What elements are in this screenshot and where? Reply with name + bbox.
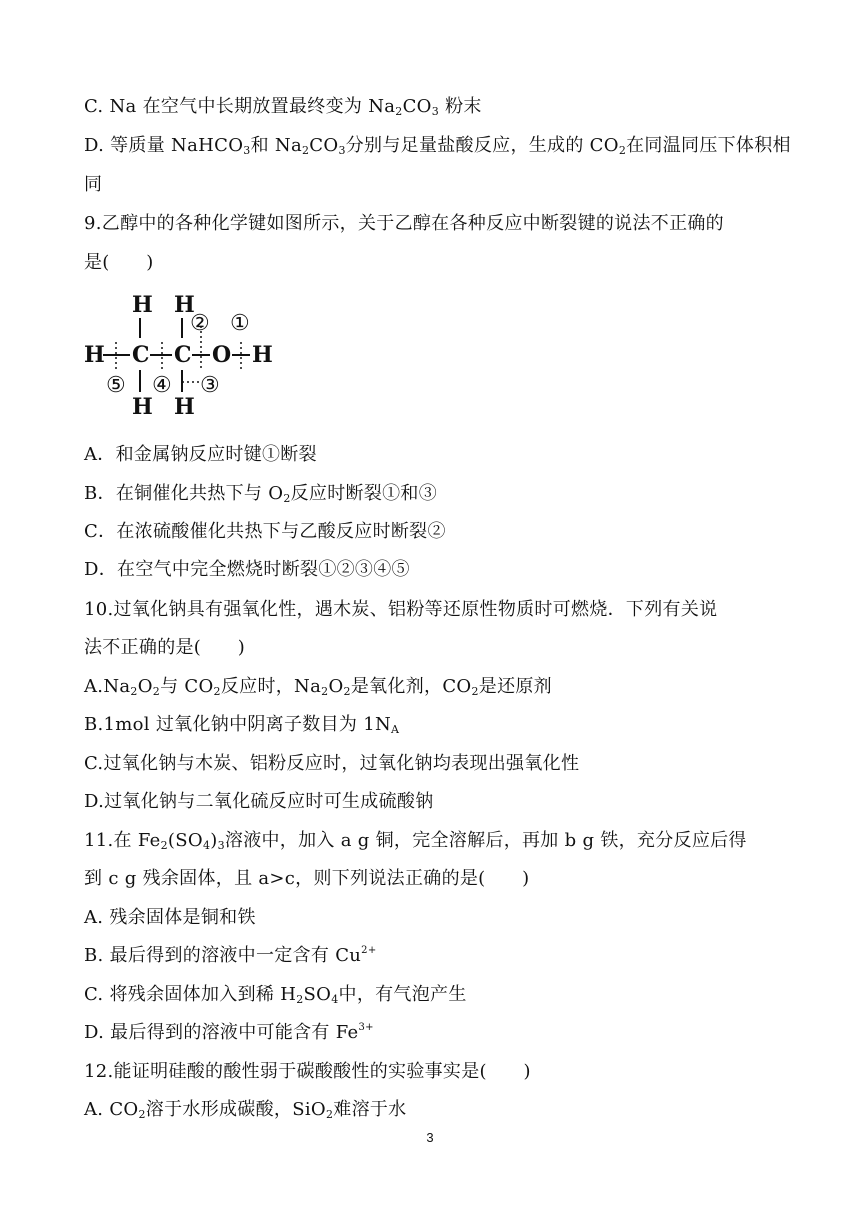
q10-option-a: $A.Na_2O_2$与 $CO_2$反应时，$Na_2O_2$是氧化剂，$CO_2$是还原剂	[84, 676, 552, 698]
atom-h-top-1: H	[132, 292, 153, 318]
bond-label-4: ④	[152, 373, 172, 398]
q9-stem-line2: 是( )	[84, 252, 154, 273]
q11-option-a: A. 残余固体是铜和铁	[84, 907, 256, 928]
bond-label-2: ②	[190, 311, 210, 336]
atom-h-top-2: H	[174, 292, 195, 318]
bond-label-1: ①	[230, 311, 250, 336]
q12-option-a: A. $CO_2$溶于水形成碳酸，SiO$_2$难溶于水	[84, 1099, 407, 1121]
q8-option-d-line2: 同	[84, 174, 103, 195]
q9-stem-line1: 9.乙醇中的各种化学键如图所示，关于乙醇在各种反应中断裂键的说法不正确的	[84, 213, 724, 234]
q12-stem: 12.能证明硅酸的酸性弱于碳酸酸性的实验事实是( )	[84, 1061, 531, 1082]
q8-option-c: C. Na 在空气中长期放置最终变为 $Na_2CO_3$ 粉末	[84, 96, 482, 118]
atom-o: O	[212, 342, 232, 368]
atom-h-bottom-2: H	[174, 394, 195, 420]
atom-c-2: C	[174, 342, 192, 368]
bond-label-5: ⑤	[106, 373, 126, 398]
page-number: 3	[426, 1130, 434, 1145]
bond-label-3: ③	[200, 373, 220, 398]
q11-option-b: B. 最后得到的溶液中一定含有 $Cu^{2+}$	[84, 945, 377, 966]
q10-option-b: B.1mol 过氧化钠中阴离子数目为 $1N_A$	[84, 714, 400, 736]
atom-h-left: H	[84, 342, 105, 368]
q11-stem-line1: 11.在 $Fe_2(SO_4)_3$溶液中，加入 a g 铜，完全溶解后，再加 b g 铁，充分反应后得	[84, 830, 747, 852]
q10-stem-line2: 法不正确的是( )	[84, 637, 246, 658]
q10-stem-line1: 10.过氧化钠具有强氧化性，遇木炭、铝粉等还原性物质时可燃烧．下列有关说	[84, 599, 718, 620]
atom-h-right: H	[252, 342, 273, 368]
q10-option-d: D.过氧化钠与二氧化硫反应时可生成硫酸钠	[84, 791, 434, 812]
q10-option-c: C.过氧化钠与木炭、铝粉反应时，过氧化钠均表现出强氧化性	[84, 753, 580, 774]
q11-stem-line2: 到 c g 残余固体，且 a>c，则下列说法正确的是( )	[84, 868, 530, 889]
q11-option-c: C. 将残余固体加入到稀 $H_2SO_4$中，有气泡产生	[84, 984, 467, 1006]
q8-option-d-line1: D. 等质量 NaHCO$_3$和 $Na_2CO_3$分别与足量盐酸反应，生成的 $CO_2$在同温同压下体积相	[84, 135, 791, 157]
q9-option-c: C．在浓硫酸催化共热下与乙酸反应时断裂②	[84, 521, 446, 542]
q11-option-d: D. 最后得到的溶液中可能含有 $Fe^{3+}$	[84, 1022, 374, 1043]
q9-option-b: B．在铜催化共热下与 $O_2$反应时断裂①和③	[84, 483, 438, 505]
ethanol-bond-diagram	[82, 286, 282, 421]
q9-option-a: A．和金属钠反应时键①断裂	[84, 444, 317, 465]
atom-c-1: C	[132, 342, 150, 368]
atom-h-bottom-1: H	[132, 394, 153, 420]
q9-option-d: D．在空气中完全燃烧时断裂①②③④⑤	[84, 559, 410, 580]
